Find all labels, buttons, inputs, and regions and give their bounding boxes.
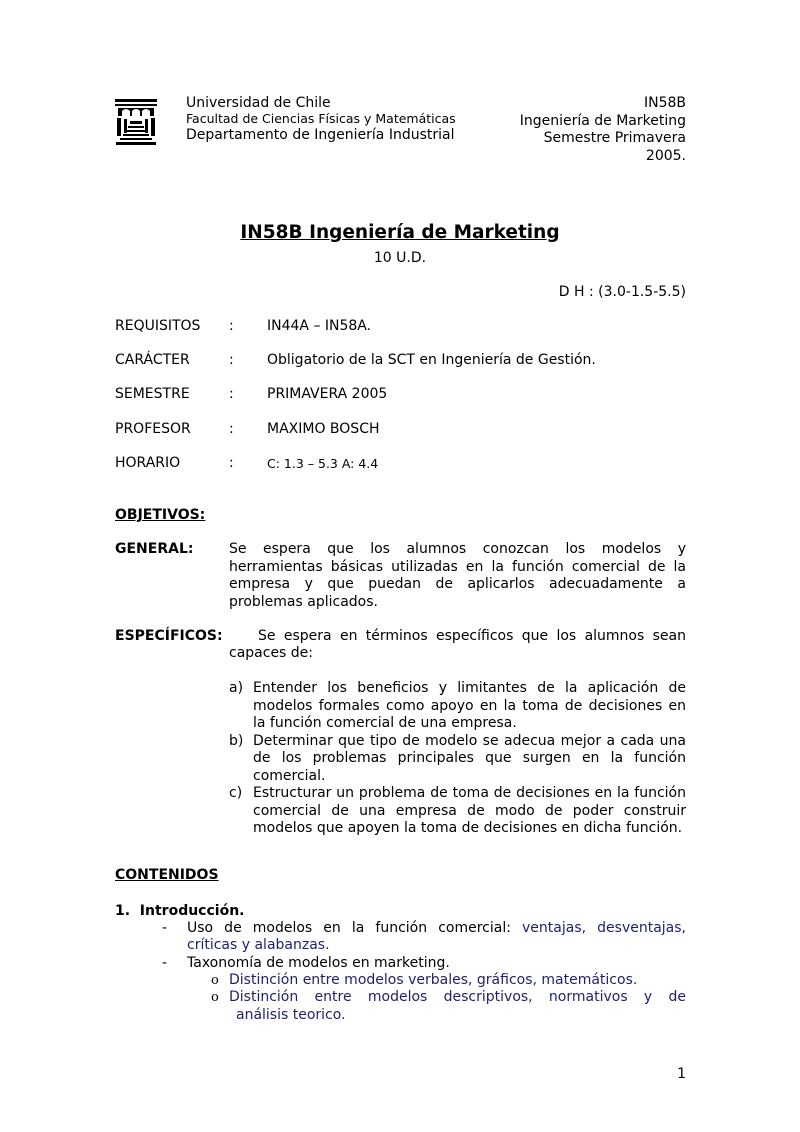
list-item-text: Entender los beneficios y limitantes de la aplicación de modelos formales como apoyo en la toma de decisiones en la función comercial de una empresa.	[253, 680, 686, 731]
field-label-profesor: PROFESOR	[115, 421, 191, 437]
sub-bullet-1: Distinción entre modelos verbales, gráficos, matemáticos.	[229, 972, 638, 988]
list-item-text: Determinar que tipo de modelo se adecua mejor a cada una de los problemas principales que surgen en la función comercial.	[253, 732, 686, 784]
header-institution	[186, 95, 456, 143]
section-1-title: 1. Introducción.	[115, 903, 245, 919]
bullet-2: Taxonomía de modelos en marketing.	[187, 955, 450, 971]
objectives-list	[229, 680, 686, 838]
header-year: 2005.	[645, 147, 686, 164]
course-units: 10 U.D.	[373, 250, 427, 266]
bullet-1-line1	[187, 920, 686, 938]
especificos-intro-line2: capaces de:	[229, 645, 314, 661]
header-course-name: Ingeniería de Marketing	[519, 112, 686, 129]
field-colon: :	[229, 352, 234, 368]
list-item	[229, 733, 686, 786]
field-colon: :	[229, 386, 234, 402]
field-value-horario: C: 1.3 – 5.3 A: 4.4	[267, 456, 379, 471]
bullet-dash: -	[162, 955, 168, 971]
objetivos-heading: OBJETIVOS:	[115, 507, 206, 523]
course-dh: D H : (3.0-1.5-5.5)	[558, 284, 686, 300]
field-colon: :	[229, 318, 234, 334]
university-logo	[114, 97, 158, 145]
page-number: 1	[677, 1066, 686, 1082]
field-label-semestre: SEMESTRE	[115, 386, 190, 402]
field-value-profesor: MAXIMO BOSCH	[267, 421, 380, 437]
sub-bullet-2-line1: Distinción entre modelos descriptivos, normativos y de	[229, 989, 686, 1005]
field-colon: :	[229, 421, 234, 437]
department-name: Departamento de Ingeniería Industrial	[186, 127, 455, 143]
field-value-semestre: PRIMAVERA 2005	[267, 386, 388, 402]
header-semester: Semestre Primavera	[543, 130, 686, 146]
field-value-caracter: Obligatorio de la SCT en Ingeniería de Gestión.	[267, 352, 596, 368]
bullet-dash: -	[162, 920, 168, 936]
field-colon: :	[229, 455, 234, 471]
general-text: Se espera que los alumnos conozcan los modelos y herramientas básicas utilizadas en la función comercial de la empresa y que puedan de aplicarlos adecuadamente a problemas aplicados.	[229, 541, 686, 610]
list-letter: c)	[229, 785, 243, 801]
field-value-requisitos: IN44A – IN58A.	[267, 318, 372, 334]
sub-bullet-2-line2: análisis teorico.	[236, 1007, 346, 1023]
field-label-caracter: CARÁCTER	[115, 352, 190, 368]
especificos-intro-line1: Se espera en términos específicos que los alumnos sean	[258, 628, 686, 644]
especificos-label: ESPECÍFICOS:	[115, 628, 223, 644]
bullet-1-highlight: ventajas, desventajas,	[522, 920, 686, 936]
field-label-requisitos: REQUISITOS	[115, 318, 201, 334]
faculty-name: Facultad de Ciencias Físicas y Matemáticas	[186, 111, 456, 126]
page-title: IN58B Ingeniería de Marketing	[240, 222, 560, 243]
list-letter: a)	[229, 680, 244, 696]
header-course-code: IN58B	[643, 95, 686, 111]
list-item-text: Estructurar un problema de toma de decisiones en la función comercial de una empresa de modo de poder construir modelos que apoyen la toma de decisiones en dicha función.	[253, 785, 686, 836]
contenidos-heading: CONTENIDOS	[115, 867, 219, 883]
bullet-1-line2: críticas y alabanzas.	[187, 937, 330, 953]
list-letter: b)	[229, 732, 244, 749]
sub-bullet-marker: o	[211, 973, 219, 988]
bullet-1-text: Uso de modelos en la función comercial:	[187, 920, 523, 936]
list-item	[229, 785, 686, 838]
university-name: Universidad de Chile	[186, 95, 331, 111]
sub-bullet-marker: o	[211, 990, 219, 1005]
header-course-info	[520, 95, 686, 165]
field-label-horario: HORARIO	[115, 455, 181, 471]
general-label: GENERAL:	[115, 541, 194, 557]
list-item	[229, 680, 686, 733]
